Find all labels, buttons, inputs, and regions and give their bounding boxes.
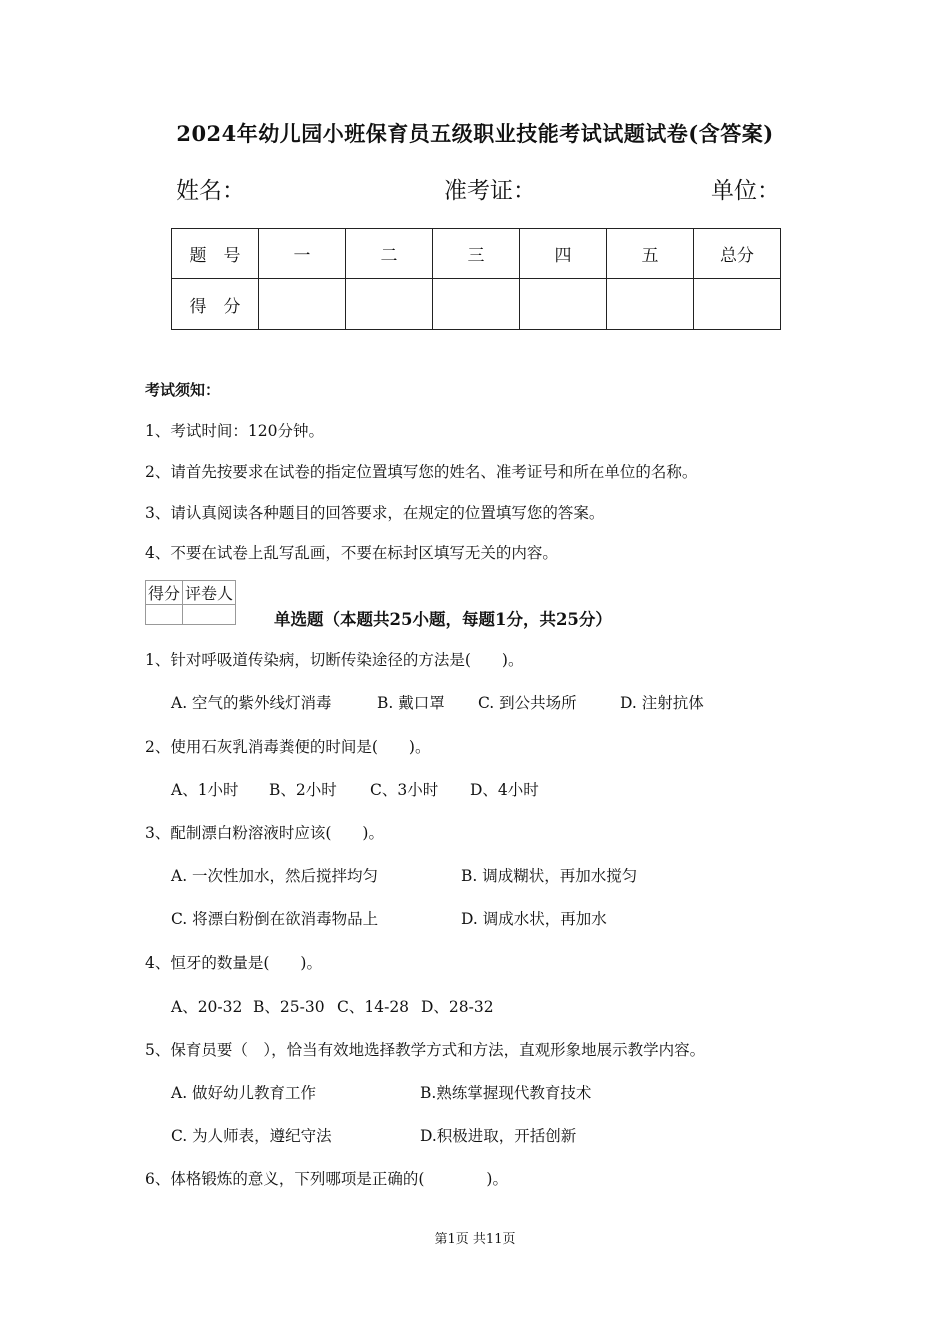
notice-heading: 考试须知：	[145, 381, 221, 399]
score-header-cell: 四	[520, 229, 607, 279]
score-header-cell: 一	[259, 229, 346, 279]
notice-item: 1、考试时间：120分钟。	[145, 422, 324, 440]
score-header-cell: 总分	[694, 229, 781, 279]
exam-id-field-label: 准考证：	[444, 178, 536, 204]
option-b: B. 戴口罩	[377, 694, 445, 712]
option-b: B.熟练掌握现代教育技术	[420, 1084, 592, 1102]
grader-score-cell[interactable]	[146, 605, 183, 625]
question-stem: 6、体格锻炼的意义，下列哪项是正确的( )。	[145, 1170, 508, 1188]
option-c: C. 到公共场所	[478, 694, 577, 712]
section-title: 单选题（本题共25小题，每题1分，共25分）	[274, 610, 612, 629]
page-footer: 第1页 共11页	[434, 1232, 516, 1247]
option-a: A. 空气的紫外线灯消毒	[171, 694, 332, 712]
option-a: A、20-32	[171, 998, 243, 1016]
question-stem: 5、保育员要（ ），恰当有效地选择教学方式和方法，直观形象地展示教学内容。	[145, 1041, 706, 1059]
option-c: C、3小时	[370, 781, 439, 799]
option-a: A、1小时	[171, 781, 239, 799]
score-input-cell[interactable]	[607, 279, 694, 330]
score-row-label: 得 分	[172, 279, 259, 330]
notice-item: 3、请认真阅读各种题目的回答要求，在规定的位置填写您的答案。	[145, 504, 605, 522]
score-header-cell: 题 号	[172, 229, 259, 279]
score-input-cell[interactable]	[346, 279, 433, 330]
notice-item: 2、请首先按要求在试卷的指定位置填写您的姓名、准考证号和所在单位的名称。	[145, 463, 698, 481]
score-table	[171, 228, 781, 330]
page-title: 2024年幼儿园小班保育员五级职业技能考试试题试卷(含答案)	[176, 121, 774, 146]
option-d: D. 调成水状，再加水	[461, 910, 607, 928]
grader-score-label: 得分	[146, 581, 183, 605]
score-table-score-row	[172, 279, 781, 330]
score-input-cell[interactable]	[433, 279, 520, 330]
score-header-cell: 二	[346, 229, 433, 279]
grader-box	[145, 580, 236, 625]
question-stem: 2、使用石灰乳消毒粪便的时间是( )。	[145, 738, 431, 756]
score-header-cell: 三	[433, 229, 520, 279]
option-d: D.积极进取，开括创新	[420, 1127, 577, 1145]
question-stem: 3、配制漂白粉溶液时应该( )。	[145, 824, 384, 842]
option-c: C、14-28	[337, 998, 410, 1016]
score-input-cell[interactable]	[694, 279, 781, 330]
option-d: D、4小时	[470, 781, 539, 799]
question-stem: 1、针对呼吸道传染病，切断传染途径的方法是( )。	[145, 651, 524, 669]
grader-name-label: 评卷人	[183, 581, 236, 605]
name-field-label: 姓名：	[176, 178, 245, 204]
score-header-cell: 五	[607, 229, 694, 279]
option-a: A. 一次性加水，然后搅拌均匀	[171, 867, 379, 885]
score-input-cell[interactable]	[259, 279, 346, 330]
score-input-cell[interactable]	[520, 279, 607, 330]
grader-name-cell[interactable]	[183, 605, 236, 625]
question-stem: 4、恒牙的数量是( )。	[145, 954, 322, 972]
option-c: C. 将漂白粉倒在欲消毒物品上	[171, 910, 379, 928]
option-b: B、2小时	[269, 781, 337, 799]
option-b: B、25-30	[253, 998, 325, 1016]
option-d: D、28-32	[421, 998, 494, 1016]
option-d: D. 注射抗体	[620, 694, 704, 712]
option-c: C. 为人师表，遵纪守法	[171, 1127, 332, 1145]
score-table-header-row	[172, 229, 781, 279]
unit-field-label: 单位：	[711, 178, 780, 204]
option-b: B. 调成糊状，再加水搅匀	[461, 867, 638, 885]
notice-item: 4、不要在试卷上乱写乱画，不要在标封区填写无关的内容。	[145, 544, 558, 562]
option-a: A. 做好幼儿教育工作	[171, 1084, 317, 1102]
